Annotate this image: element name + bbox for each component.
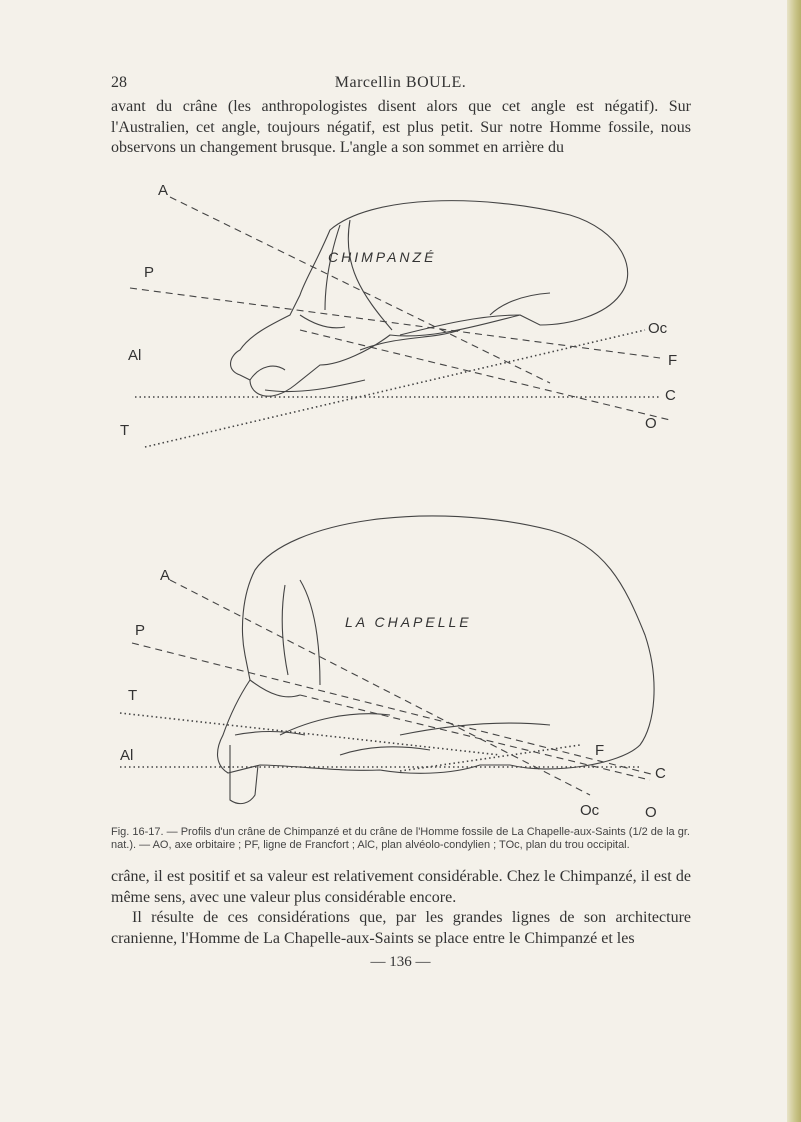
chimp-skull-outline: [231, 201, 628, 397]
body-text-top: [111, 97, 691, 159]
paragraph: avant du crâne (les anthropologistes disent alors que cet angle est négatif). Sur l'Australien, cet angle, toujours négatif, est plus petit. Sur notre Homme fossile, nous observons un changement brusque. L'angle a son sommet en arrière du: [111, 98, 691, 156]
figure-chimpanzee: [120, 182, 677, 447]
figure-caption: Fig. 16-17. — Profils d'un crâne de Chimpanzé et du crâne de l'Homme fossile de La Chapelle-aux-Saints (1/2 de la gr. nat.). — AO, axe orbitaire ; PF, ligne de Francfort ; AlC, plan alvéolo-condylien ; TOc, plan du trou occipital.: [111, 826, 690, 851]
chimp-label-oc: Oc: [648, 320, 668, 337]
chimp-orbit: [348, 220, 392, 330]
chapelle-label-o: O: [645, 804, 657, 821]
folio: — 136 —: [370, 954, 431, 970]
figure-la-chapelle: [120, 516, 666, 821]
chapelle-brow: [282, 585, 288, 675]
figure-skull-profiles: [100, 175, 700, 825]
chimp-label-p: P: [144, 264, 155, 281]
paragraph: Il résulte de ces considérations que, par les grandes lignes de son architecture cranienne, l'Homme de La Chapelle-aux-Saints se place entre le Chimpanzé et les: [111, 909, 691, 947]
running-header: [0, 74, 801, 98]
chimp-label-c: C: [665, 387, 676, 404]
running-title: Marcellin BOULE.: [334, 74, 467, 91]
chapelle-label-c: C: [655, 765, 666, 782]
chimp-label-f: F: [668, 352, 678, 369]
chimp-title: CHIMPANZÉ: [328, 249, 437, 265]
chapelle-label-p: P: [135, 622, 146, 639]
chapelle-label-a: A: [160, 567, 171, 584]
page-number: 28: [111, 74, 127, 91]
chapelle-title: LA CHAPELLE: [345, 614, 472, 630]
paragraph: crâne, il est positif et sa valeur est relativement considérable. Chez le Chimpanzé, il est de même sens, avec une valeur plus considérable encore.: [111, 868, 691, 906]
chapelle-label-t: T: [128, 687, 138, 704]
chapelle-label-f: F: [595, 742, 605, 759]
chimp-brow: [325, 225, 340, 310]
chimp-label-al: Al: [128, 347, 142, 364]
chapelle-label-al: Al: [120, 747, 134, 764]
chimp-label-a: A: [158, 182, 169, 199]
chapelle-orbit: [300, 580, 320, 685]
chimp-label-o: O: [645, 415, 657, 432]
chapelle-label-oc: Oc: [580, 802, 600, 819]
body-text-bottom: [111, 867, 691, 949]
chimp-label-t: T: [120, 422, 130, 439]
